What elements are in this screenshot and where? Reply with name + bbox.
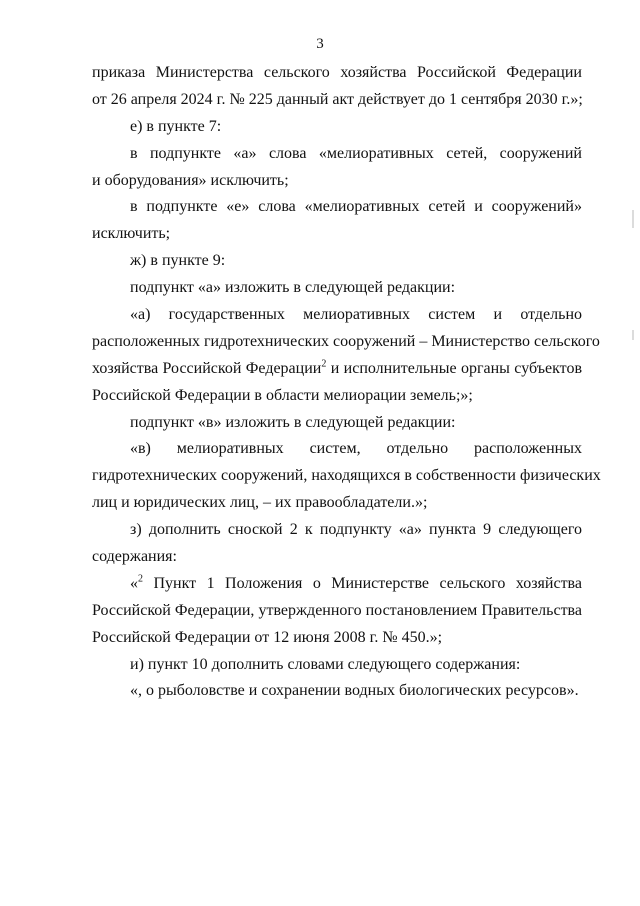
line-text: подпункт «а» изложить в следующей редакции: (130, 279, 456, 297)
text-line (92, 194, 582, 221)
text-line (92, 571, 582, 598)
document-body (92, 60, 601, 705)
line-text: хозяйства Российской (92, 359, 246, 377)
line-text: лиц и юридических лиц, – их правообладатели.»; (92, 494, 428, 512)
text-line (92, 141, 582, 168)
footnote-marker: 2 (138, 573, 143, 585)
line-text: от 26 апреля 2024 г. № 225 данный акт действует до 1 сентября 2030 г.»; (92, 90, 583, 108)
footnote-anchor (246, 360, 327, 377)
text-line (92, 168, 582, 195)
footnote-anchor (130, 575, 143, 592)
line-text: Пункт 1 Положения о Министерстве сельского хозяйства (143, 574, 582, 592)
scan-artifact (632, 330, 634, 340)
line-text: Российской Федерации от 12 июня 2008 г. № 450.»; (92, 628, 443, 646)
scan-artifact (632, 210, 634, 228)
text-line (92, 625, 582, 652)
text-line (92, 356, 582, 383)
line-text: з) дополнить сноской 2 к подпункту «а» пункта 9 следующего (130, 521, 582, 539)
text-line (92, 302, 582, 329)
line-text: Федерации (245, 359, 322, 377)
text-line (92, 221, 582, 248)
line-text: расположенных гидротехнических сооружений – Министерство сельского (92, 332, 600, 350)
page-number: 3 (316, 36, 324, 52)
text-line (92, 248, 582, 275)
text-line (92, 678, 582, 705)
line-text: Российской Федерации в области мелиорации земель;»; (92, 386, 473, 404)
text-line (92, 329, 600, 356)
text-line (92, 598, 582, 625)
text-line (92, 490, 582, 517)
text-line (92, 87, 582, 114)
text-line (92, 410, 582, 437)
line-text: «а) государственных мелиоративных систем и отдельно (130, 306, 582, 324)
line-text: Российской Федерации, утвержденного постановлением Правительства (92, 601, 582, 619)
text-line (92, 463, 601, 490)
line-text: ж) в пункте 9: (130, 252, 226, 270)
line-text: подпункт «в» изложить в следующей редакции: (130, 413, 456, 431)
text-line (92, 544, 582, 571)
line-text: и оборудования» исключить; (92, 171, 289, 189)
text-line (92, 517, 582, 544)
footnote-marker: 2 (321, 358, 327, 370)
line-text: в подпункте «а» слова «мелиоративных сетей, сооружений (130, 144, 582, 162)
line-text: в подпункте «е» слова «мелиоративных сетей и сооружений» (130, 198, 582, 216)
line-text: е) в пункте 7: (130, 117, 222, 135)
text-line (92, 114, 582, 141)
line-text: и исполнительные органы субъектов (326, 359, 582, 377)
text-line (92, 60, 582, 87)
line-text: гидротехнических сооружений, находящихся в собственности физических (92, 467, 601, 485)
text-line (92, 436, 582, 463)
text-line (92, 652, 582, 679)
text-line (92, 275, 582, 302)
line-text: содержания: (92, 548, 177, 566)
line-text: « (130, 574, 138, 592)
line-text: «в) мелиоративных систем, отдельно расположенных (130, 440, 582, 458)
line-text: и) пункт 10 дополнить словами следующего содержания: (130, 655, 521, 673)
text-line (92, 383, 582, 410)
line-text: приказа Министерства сельского хозяйства Российской Федерации (92, 64, 582, 81)
line-text: исключить; (92, 225, 171, 243)
line-text: «, о рыболовстве и сохранении водных биологических ресурсов». (130, 682, 579, 700)
